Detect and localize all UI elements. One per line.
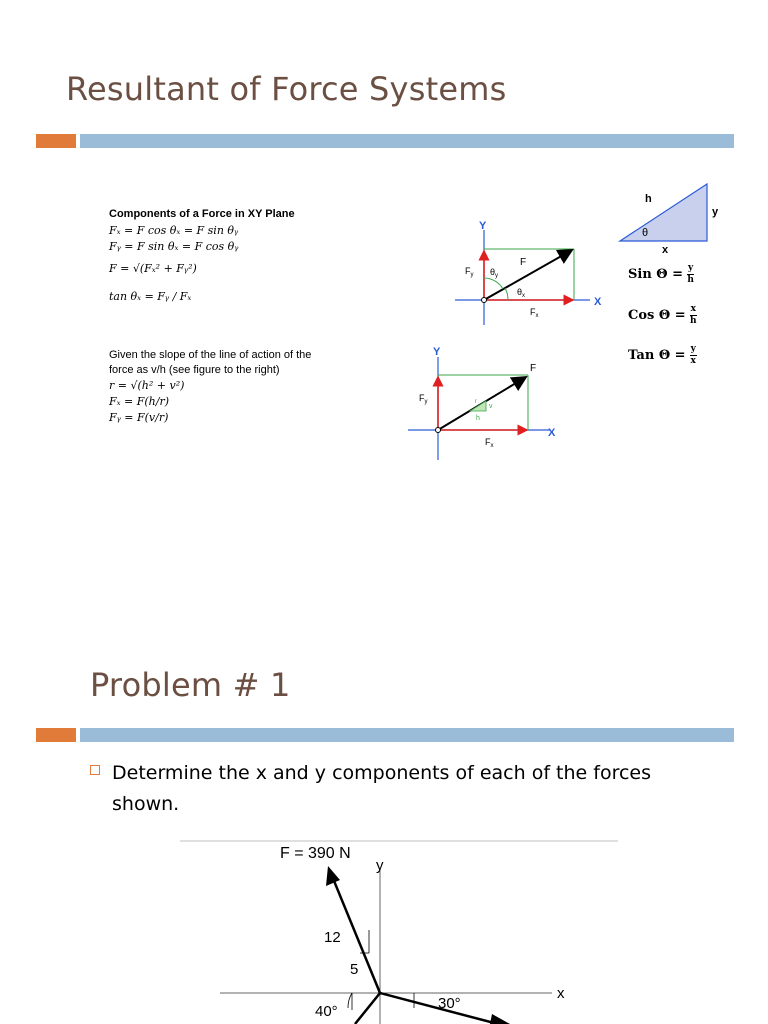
formula-fx: Fₓ = F cos θₓ = F sin θᵧ <box>109 223 239 237</box>
force-lower-left-line <box>355 993 380 1024</box>
formula-tan: tan θₓ = Fᵧ / Fₓ <box>109 289 192 303</box>
cos-fraction <box>690 305 697 326</box>
formula-fy-slope: Fᵧ = F(v/r) <box>109 410 169 424</box>
formula-fx-slope: Fₓ = F(h/r) <box>109 394 170 408</box>
triangle-shape <box>620 184 707 241</box>
title-accent-bar-blue <box>80 134 734 148</box>
formula-r: r = √(h² + v²) <box>109 378 185 392</box>
sin-numerator: y <box>688 263 694 273</box>
formula-f-magnitude: F = √(Fₓ² + Fᵧ²) <box>109 261 197 275</box>
cos-denominator: h <box>690 316 697 326</box>
tan-denominator: x <box>690 356 696 366</box>
slope-components-diagram <box>400 345 570 463</box>
d2-origin <box>436 428 441 433</box>
problem-accent-bar-blue <box>80 728 734 742</box>
d2-f-label: F <box>530 363 537 374</box>
d2-small-triangle <box>470 401 486 411</box>
slope-rise-label: 12 <box>324 929 341 946</box>
d2-y-label: Y <box>433 346 441 358</box>
components-formula-block <box>109 207 349 305</box>
triangle-x-label: x <box>662 244 669 256</box>
reference-triangle <box>612 180 732 260</box>
d1-theta-x-arc <box>505 288 508 300</box>
angle-40-arc <box>348 993 352 1008</box>
d2-h-label: h <box>476 415 480 422</box>
d2-r-label: r <box>475 399 477 405</box>
sin-label: Sin Θ = <box>628 267 684 282</box>
slope-run-label: 5 <box>350 961 359 978</box>
triangle-theta-label: θ <box>642 227 649 239</box>
tan-identity <box>628 345 697 366</box>
d1-y-label: Y <box>479 220 487 232</box>
d1-theta-y-arc <box>484 278 503 289</box>
problem-statement: Determine the x and y components of each of the forces shown. <box>112 762 652 815</box>
triangle-h-label: h <box>645 193 652 205</box>
figure-y-label: y <box>376 857 384 874</box>
force-magnitude-label: F = 390 N <box>280 845 351 862</box>
d1-f-label: F <box>520 257 527 268</box>
sin-fraction <box>687 264 694 285</box>
cos-identity <box>628 305 697 326</box>
problem-accent-bar-orange <box>36 728 76 742</box>
slide-title-resultant: Resultant of Force Systems <box>66 70 507 108</box>
formula-fy: Fᵧ = F sin θₓ = F cos θᵧ <box>109 239 239 253</box>
force-390-arrowhead <box>326 866 340 886</box>
sin-identity <box>628 264 694 285</box>
title-accent-bar-orange <box>36 134 76 148</box>
slope-description: Given the slope of the line of action of the force as v/h (see figure to the right) <box>109 349 312 376</box>
d2-x-label: X <box>548 427 556 439</box>
slope-formula-block <box>109 348 319 426</box>
components-heading: Components of a Force in XY Plane <box>109 208 295 220</box>
tan-numerator: y <box>690 344 696 354</box>
tan-label: Tan Θ = <box>628 348 686 363</box>
d1-fx-label: $F_x$ <box>530 307 539 319</box>
d1-theta-x-label: $\theta_x$ <box>517 287 526 299</box>
tan-fraction <box>690 345 697 366</box>
force-components-diagram <box>440 215 620 330</box>
triangle-y-label: y <box>712 206 719 218</box>
cos-label: Cos Θ = <box>628 308 686 323</box>
angle-right-label: 30° <box>438 995 461 1012</box>
d2-fy-label: $F_y$ <box>419 393 428 405</box>
figure-x-label: x <box>557 985 565 1002</box>
cos-numerator: x <box>690 304 696 314</box>
d1-fy-label: $F_y$ <box>465 266 474 278</box>
d2-fx-label: $F_x$ <box>485 437 494 449</box>
d1-theta-y-label: $\theta_y$ <box>490 267 499 279</box>
bullet-square-icon <box>90 765 100 775</box>
slide-title-problem: Problem # 1 <box>90 666 291 704</box>
angle-left-label: 40° <box>315 1003 338 1020</box>
d1-x-label: X <box>594 296 602 308</box>
sin-denominator: h <box>687 275 694 285</box>
problem-figure <box>180 838 620 1024</box>
force-lower-right-arrowhead <box>490 1014 510 1024</box>
d1-origin <box>482 298 487 303</box>
problem-bullet <box>90 758 712 820</box>
d2-v-label: v <box>489 403 493 410</box>
